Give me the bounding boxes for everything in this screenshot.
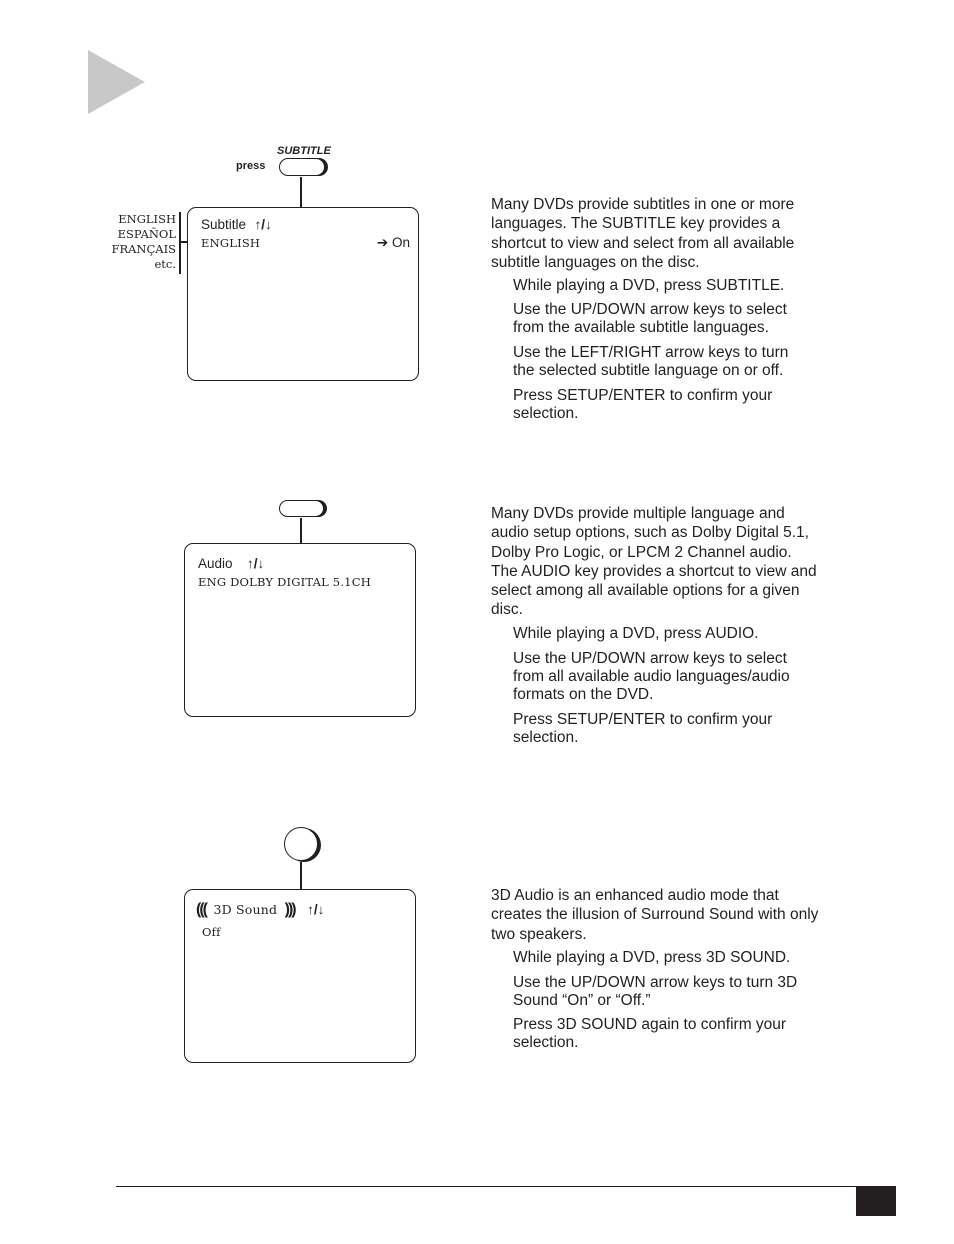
subtitle-step: While playing a DVD, press SUBTITLE.: [513, 277, 785, 294]
3d-sound-remote-key[interactable]: [284, 827, 318, 861]
connector-line: [300, 177, 302, 208]
3d-sound-step: Use the UP/DOWN arrow keys to turn 3D Sound “On” or “Off.”: [513, 974, 798, 1010]
subtitle-remote-key[interactable]: [279, 158, 325, 176]
audio-step: Press SETUP/ENTER to confirm your selection.: [513, 711, 773, 747]
subtitle-step: Use the LEFT/RIGHT arrow keys to turn the selected subtitle language on or off.: [513, 344, 789, 380]
connector-line: [300, 862, 302, 890]
subtitle-step: Press SETUP/ENTER to confirm your selection.: [513, 387, 773, 423]
sound-wave-left-icon: (((: [196, 901, 206, 918]
language-item: ESPAÑOL: [117, 227, 176, 241]
bracket-line: [179, 212, 181, 274]
subtitle-key-label: SUBTITLE: [277, 145, 331, 157]
osd-title: 3D Sound: [213, 902, 278, 917]
subtitle-osd-screen: [187, 207, 419, 381]
language-item: etc.: [154, 257, 176, 271]
audio-osd-screen: [184, 543, 416, 717]
language-item: ENGLISH: [118, 212, 176, 226]
connector-line: [300, 518, 302, 544]
osd-title: Audio: [198, 556, 233, 571]
audio-step: Use the UP/DOWN arrow keys to select from all available audio languages/audio formats on the DVD.: [513, 650, 790, 704]
press-label: press: [236, 160, 266, 172]
page-number-tab: [856, 1186, 896, 1216]
3d-sound-step: Press 3D SOUND again to confirm your selection.: [513, 1016, 787, 1052]
3d-sound-intro: 3D Audio is an enhanced audio mode that creates the illusion of Surround Sound with only two speakers.: [491, 887, 819, 943]
osd-current-format: ENG DOLBY DIGITAL 5.1CH: [198, 575, 371, 589]
osd-title-row: [201, 216, 272, 234]
subtitle-step: Use the UP/DOWN arrow keys to select from the available subtitle languages.: [513, 301, 787, 337]
footer-rule: [116, 1186, 896, 1187]
audio-remote-key[interactable]: [279, 500, 324, 517]
audio-intro: Many DVDs provide multiple language and audio setup options, such as Dolby Digital 5.1, Dolby Pro Logic, or LPCM 2 Channel audio. The AUDIO key provides a shortcut to view and select among all available options for a given disc.: [491, 505, 817, 619]
up-down-arrows-icon: ↑/↓: [246, 556, 265, 571]
3d-sound-step: While playing a DVD, press 3D SOUND.: [513, 949, 791, 966]
osd-title: Subtitle: [201, 217, 247, 232]
osd-title-row: [198, 555, 264, 573]
osd-current-language: ENGLISH: [201, 236, 261, 250]
section-marker-triangle: [88, 50, 145, 114]
subtitle-language-list: [100, 212, 176, 272]
sound-wave-right-icon: ))): [284, 901, 295, 918]
language-item: FRANÇAIS: [111, 242, 176, 256]
audio-step: While playing a DVD, press AUDIO.: [513, 625, 759, 642]
subtitle-intro: Many DVDs provide subtitles in one or more languages. The SUBTITLE key provides a shortcut to view and select from all available subtitle languages on the disc.: [491, 196, 795, 271]
up-down-arrows-icon: ↑/↓: [254, 217, 272, 232]
up-down-arrows-icon: ↑/↓: [307, 902, 325, 917]
osd-state: ➔ On: [376, 235, 410, 250]
3d-sound-osd-screen: [184, 889, 416, 1063]
osd-state: Off: [202, 925, 221, 939]
osd-title-row: [196, 901, 324, 919]
